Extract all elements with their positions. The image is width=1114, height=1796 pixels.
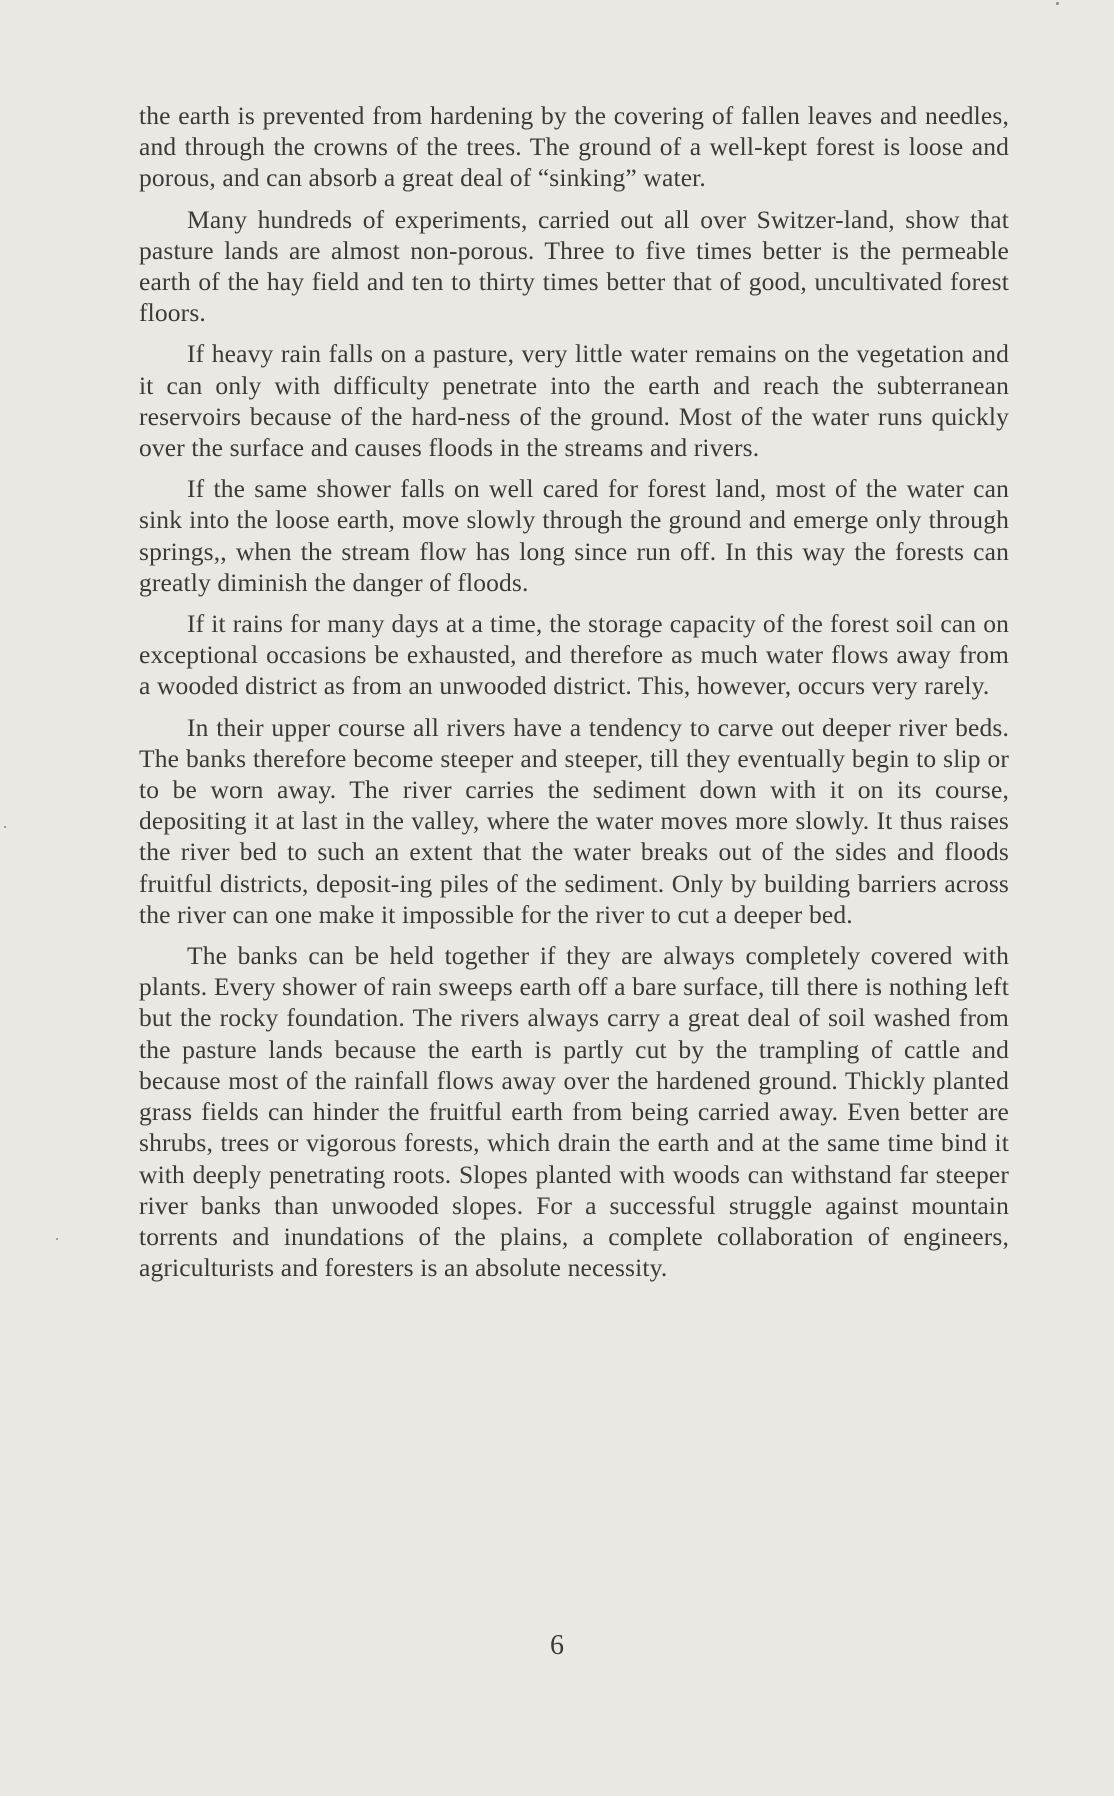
paragraph: If heavy rain falls on a pasture, very little water remains on the vegetation and it can only with difficulty penetrate into the earth and reach the subterranean reservoirs because of the hard-ness of the ground. Most of the water runs quickly over the surface and causes floods in the streams and rivers. bbox=[139, 339, 1009, 463]
paragraph: In their upper course all rivers have a tendency to carve out deeper river beds. The banks therefore become steeper and steeper, till they eventually begin to slip or to be worn away. The river carries the sediment down with it on its course, depositing it at last in the valley, where the water moves more slowly. It thus raises the river bed to such an extent that the water breaks out of the sides and floods fruitful districts, deposit-ing piles of the sediment. Only by building barriers across the river can one make it impossible for the river to cut a deeper bed. bbox=[139, 712, 1009, 929]
paper-speck bbox=[56, 1238, 58, 1240]
paper-speck bbox=[4, 826, 6, 828]
paragraph: The banks can be held together if they are always completely covered with plants. Every shower of rain sweeps earth off a bare surface, till there is nothing left but the rocky foundation. The rivers always carry a great deal of soil washed from the pasture lands because the earth is partly cut by the trampling of cattle and because most of the rainfall flows away over the hardened ground. Thickly planted grass fields can hinder the fruitful earth from being carried away. Even better are shrubs, trees or vigorous forests, which drain the earth and at the same time bind it with deeply penetrating roots. Slopes planted with woods can withstand far steeper river banks than unwooded slopes. For a successful struggle against mountain torrents and inundations of the plains, a complete collaboration of engineers, agriculturists and foresters is an absolute necessity. bbox=[139, 941, 1009, 1283]
page-number: 6 bbox=[550, 1630, 564, 1661]
paragraph-continuation: the earth is prevented from hardening by the covering of fallen leaves and needles, and through the crowns of the trees. The ground of a well-kept forest is loose and porous, and can absorb a great deal of “sinking” water. bbox=[139, 101, 1009, 193]
paragraph: Many hundreds of experiments, carried out all over Switzer-land, show that pasture lands are almost non-porous. Three to five times better is the permeable earth of the hay field and ten to thirty times better that of good, uncultivated forest floors. bbox=[139, 204, 1009, 328]
body-text bbox=[139, 100, 1009, 1293]
paragraph: If it rains for many days at a time, the storage capacity of the forest soil can on exceptional occasions be exhausted, and therefore as much water flows away from a wooded district as from an unwooded district. This, however, occurs very rarely. bbox=[139, 609, 1009, 701]
paragraph: If the same shower falls on well cared for forest land, most of the water can sink into the loose earth, move slowly through the ground and emerge only through springs,, when the stream flow has long since run off. In this way the forests can greatly diminish the danger of floods. bbox=[139, 474, 1009, 597]
paper-speck bbox=[1056, 2, 1059, 5]
